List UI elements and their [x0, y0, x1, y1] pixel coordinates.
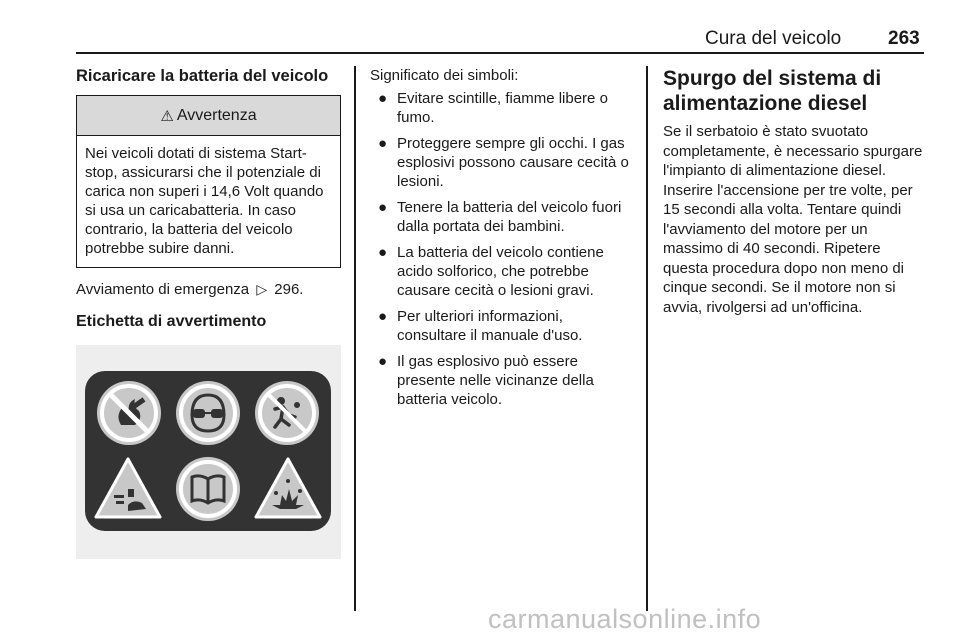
right-column [663, 66, 928, 317]
column-divider [646, 66, 648, 611]
bullet-icon: ● [378, 199, 388, 216]
warning-label-panel [85, 371, 331, 531]
reference-text: Avviamento di emergenza [76, 281, 250, 298]
list-item: ● Il gas esplosivo può essere presente nelle vicinanze della batteria veicolo. [378, 353, 594, 408]
explosion-warning-icon [252, 455, 324, 521]
left-column [76, 66, 341, 559]
header-rule [76, 52, 924, 54]
no-fire-icon [97, 381, 161, 445]
warning-text: Nei veicoli dotati di sistema Start-stop, assicurarsi che il potenziale di carica non superi i 14,6 Volt quando si usa un caricabatteria. In caso contrario, la batteria del veicolo potrebbe subire danni. [85, 145, 324, 257]
list-item: ● Tenere la batteria del veicolo fuori dalla portata dei bambini. [378, 199, 622, 235]
warning-label-image [76, 345, 341, 559]
section-title: Ricaricare la batteria del veicolo [76, 67, 329, 85]
watermark: carmanualsonline.info [488, 604, 762, 634]
warning-box [76, 95, 341, 268]
column-divider [354, 66, 356, 611]
keep-children-away-icon [255, 381, 319, 445]
bullet-icon: ● [378, 308, 388, 325]
warning-title: Avvertenza [176, 106, 257, 124]
page-reference-arrow-icon: ▷ [256, 281, 268, 297]
list-item: ● Proteggere sempre gli occhi. I gas esplosivi possono causare cecità o lesioni. [378, 135, 629, 190]
list-item: ● Evitare scintille, fiamme libere o fumo. [378, 90, 608, 126]
header-title: Cura del veicolo [705, 28, 842, 49]
middle-column [370, 66, 632, 416]
page-number: 263 [888, 28, 920, 49]
symbols-intro: Significato dei simboli: [370, 67, 519, 84]
bullet-icon: ● [378, 90, 388, 107]
list-item: ● Per ulteriori informazioni, consultare il manuale d'uso. [378, 308, 583, 344]
bullet-icon: ● [378, 353, 388, 370]
list-item: ● La batteria del veicolo contiene acido solforico, che potrebbe causare cecità o lesioni gravi. [378, 244, 604, 299]
label-title: Etichetta di avvertimento [76, 313, 267, 330]
symbols-list [370, 89, 632, 409]
warning-triangle-icon: ⚠ [160, 107, 174, 125]
warning-header [77, 96, 340, 136]
bullet-icon: ● [378, 135, 388, 152]
reference-page-link[interactable]: 296. [274, 281, 304, 298]
eye-protection-icon [176, 381, 240, 445]
bullet-icon: ● [378, 244, 388, 261]
emergency-start-reference [76, 280, 341, 299]
read-manual-icon [176, 457, 240, 521]
section-body: Se il serbatoio è stato svuotato completamente, è necessario spurgare l'impianto di alimentazione diesel. Inserire l'accensione per tre volte, per 15 secondi alla volta. Tentare quindi l'avviamento del motore per un massimo di 40 secondi. Ripetere questa procedura dopo non meno di cinque secondi. Se il motore non si avvia, rivolgersi ad un'officina. [663, 123, 923, 316]
section-title: Spurgo del sistema di alimentazione diesel [663, 67, 882, 115]
acid-warning-icon [92, 455, 164, 521]
